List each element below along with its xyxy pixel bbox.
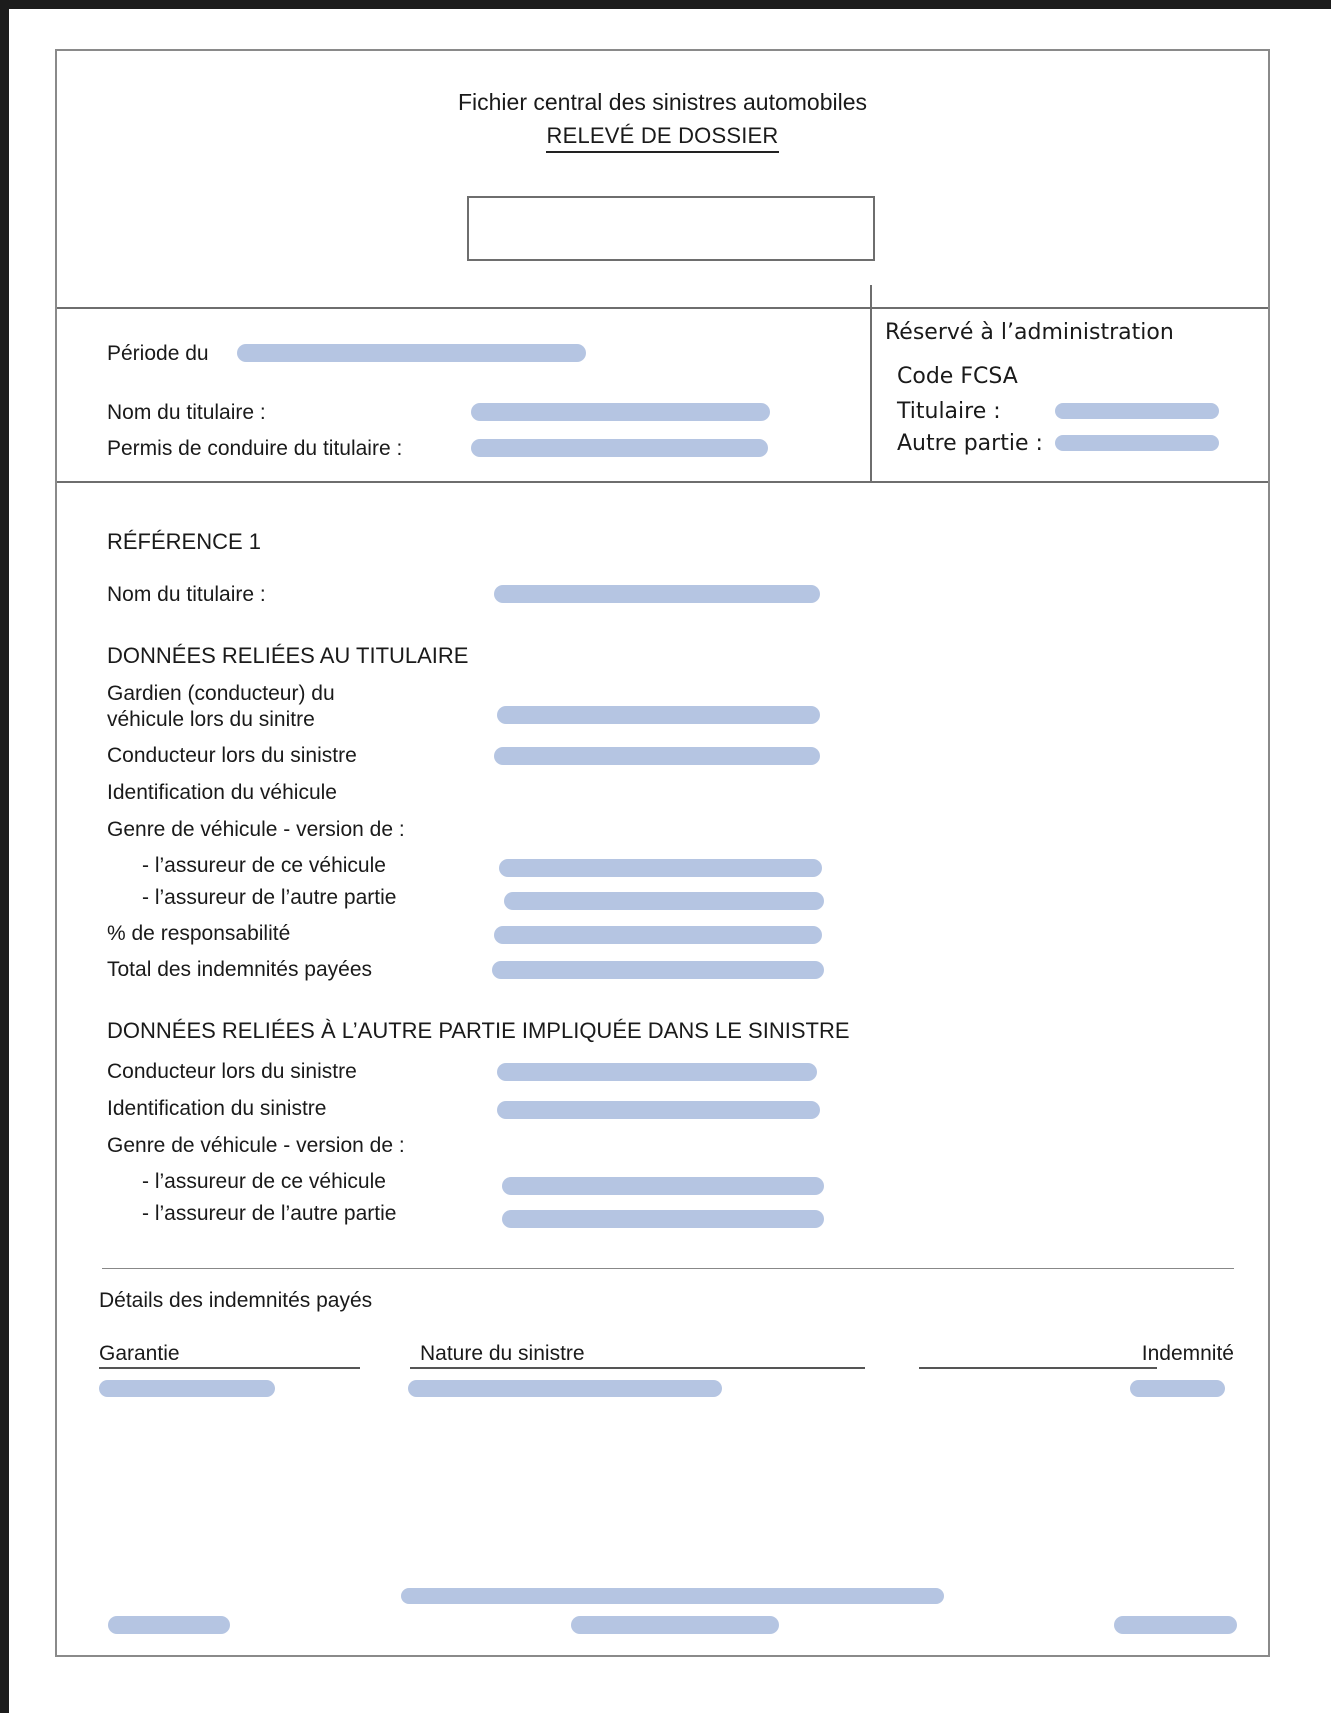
- form-border-box: [55, 49, 1270, 1657]
- redacted-footer-left-value: [108, 1616, 230, 1634]
- document-title: Fichier central des sinistres automobiles: [457, 89, 868, 115]
- redacted-assureur-ce2-value: [502, 1177, 824, 1195]
- responsabilite-label: % de responsabilité: [107, 922, 291, 945]
- conducteur2-label: Conducteur lors du sinistre: [107, 1060, 357, 1083]
- redacted-admin-titulaire-value: [1055, 403, 1219, 419]
- redacted-admin-autre-partie-value: [1055, 435, 1219, 451]
- column-header-nature: Nature du sinistre: [420, 1342, 585, 1365]
- redacted-gardien-value: [497, 706, 820, 724]
- column-header-garantie: Garantie: [99, 1342, 180, 1365]
- details-divider: [102, 1268, 1234, 1269]
- code-fcsa-label: Code FCSA: [897, 364, 1018, 389]
- indemnite-column-rule: [919, 1367, 1157, 1369]
- admin-box-left-border: [870, 285, 872, 481]
- redacted-conducteur2-value: [497, 1063, 817, 1081]
- redacted-periode-value: [237, 344, 586, 362]
- admin-titulaire-label: Titulaire :: [897, 399, 1001, 424]
- conducteur-label: Conducteur lors du sinistre: [107, 744, 357, 767]
- ref-nom-titulaire-label: Nom du titulaire :: [107, 583, 266, 606]
- redacted-ref-nom-value: [494, 585, 820, 603]
- total-indemnites-label: Total des indemnités payées: [107, 958, 372, 981]
- genre-vehicule2-label: Genre de véhicule - version de :: [107, 1134, 405, 1157]
- document-subtitle: [57, 123, 1268, 153]
- redacted-conducteur-value: [494, 747, 820, 765]
- reference-heading: RÉFÉRENCE 1: [107, 529, 262, 554]
- gardien-label-line1: Gardien (conducteur) du: [107, 682, 335, 705]
- assureur-ce-vehicule2-label: - l’assureur de ce véhicule: [142, 1170, 386, 1193]
- redacted-footer-long-value: [401, 1588, 944, 1604]
- redacted-total-indemnites-value: [492, 961, 824, 979]
- assureur-autre-partie2-label: - l’assureur de l’autre partie: [142, 1202, 397, 1225]
- redacted-identification-sinistre-value: [497, 1101, 820, 1119]
- details-heading: Détails des indemnités payés: [99, 1289, 373, 1312]
- periode-label: Période du: [107, 342, 209, 365]
- assureur-autre-partie-label: - l’assureur de l’autre partie: [142, 886, 397, 909]
- empty-reference-box: [467, 196, 875, 261]
- redacted-garantie-value: [99, 1380, 275, 1397]
- redacted-nom-titulaire-value: [471, 403, 770, 421]
- page-left-edge: [0, 0, 9, 1713]
- redacted-assureur-ce-value: [499, 859, 822, 877]
- nom-titulaire-label: Nom du titulaire :: [107, 401, 266, 424]
- admin-heading: Réservé à l’administration: [885, 320, 1174, 345]
- garantie-column-rule: [99, 1367, 360, 1369]
- column-header-indemnite: Indemnité: [1141, 1342, 1234, 1365]
- gardien-label-line2: véhicule lors du sinitre: [107, 708, 315, 731]
- document-subtitle-text: RELEVÉ DE DOSSIER: [546, 123, 778, 153]
- redacted-assureur-autre-value: [504, 892, 824, 910]
- identification-sinistre-label: Identification du sinistre: [107, 1097, 327, 1120]
- identification-vehicule-label: Identification du véhicule: [107, 781, 337, 804]
- redacted-nature-value: [408, 1380, 722, 1397]
- admin-autre-partie-label: Autre partie :: [897, 431, 1043, 456]
- page-top-edge: [0, 0, 1331, 9]
- redacted-responsabilite-value: [494, 926, 822, 944]
- redacted-permis-value: [471, 439, 768, 457]
- section-divider: [57, 481, 1268, 483]
- redacted-assureur-autre2-value: [502, 1210, 824, 1228]
- permis-label: Permis de conduire du titulaire :: [107, 437, 403, 460]
- autre-partie-data-heading: DONNÉES RELIÉES À L’AUTRE PARTIE IMPLIQUÉE DANS LE SINISTRE: [107, 1018, 850, 1043]
- genre-vehicule-label: Genre de véhicule - version de :: [107, 818, 405, 841]
- redacted-footer-center-value: [571, 1616, 779, 1634]
- titulaire-data-heading: DONNÉES RELIÉES AU TITULAIRE: [107, 643, 469, 668]
- nature-column-rule: [410, 1367, 865, 1369]
- redacted-footer-right-value: [1114, 1616, 1237, 1634]
- header-divider: [57, 307, 1268, 309]
- redacted-indemnite-value: [1130, 1380, 1225, 1397]
- assureur-ce-vehicule-label: - l’assureur de ce véhicule: [142, 854, 386, 877]
